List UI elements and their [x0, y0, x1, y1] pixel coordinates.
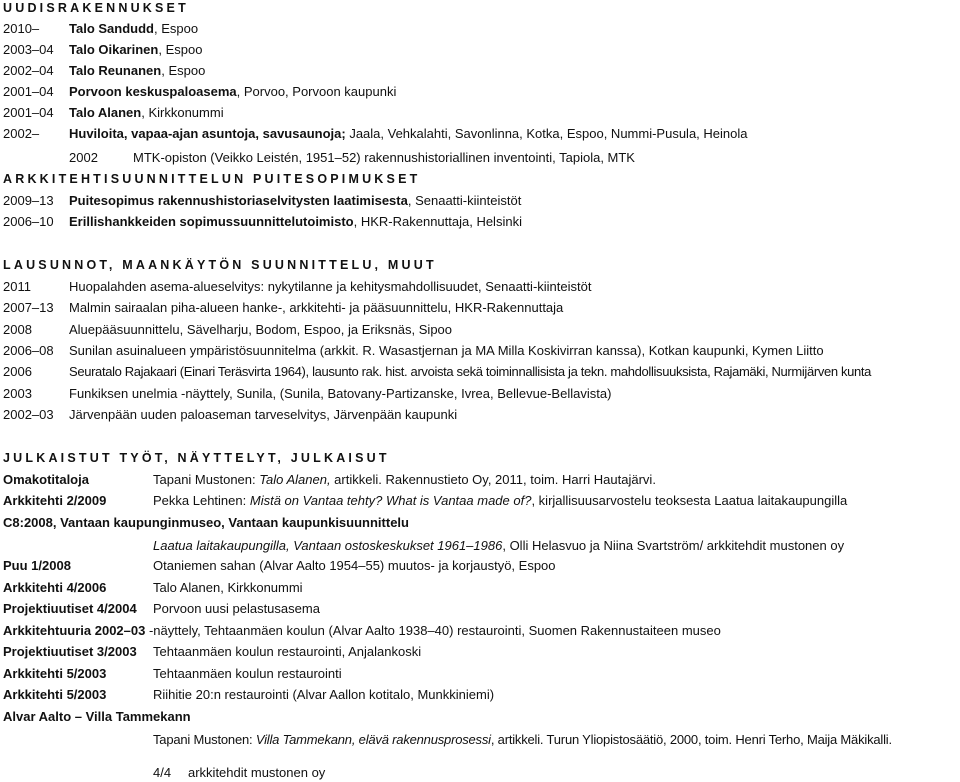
item-rest: , Porvoo, Porvoon kaupunki	[236, 84, 397, 99]
publication-label: Omakotitaloja	[3, 472, 89, 487]
sub-item-year: 2002	[69, 150, 98, 165]
publication-text: Tehtaanmäen koulun restaurointi	[153, 666, 342, 681]
item-text	[69, 105, 224, 121]
publication-text	[153, 493, 847, 509]
item-rest: , Espoo	[161, 63, 206, 78]
heading-consulting: ARKKITEHTISUUNNITTELUN PUITESOPIMUKSET	[3, 172, 421, 186]
publication-label: Alvar Aalto – Villa Tammekann	[3, 709, 191, 724]
item-title: Puitesopimus rakennushistoriaselvitysten laatimisesta	[69, 193, 408, 208]
publication-details: -näyttely, Tehtaanmäen koulun (Alvar Aalto 1938–40) restaurointi, Suomen Rakennustaiteen museo	[145, 623, 721, 638]
publication-text: Tehtaanmäen koulun restaurointi, Anjalankoski	[153, 644, 422, 659]
item-title: Porvoon keskuspaloasema	[69, 84, 237, 99]
item-title: Talo Oikarinen	[69, 42, 159, 57]
item-text: Aluepääsuunnittelu, Sävelharju, Bodom, Espoo, ja Eriksnäs, Sipoo	[69, 322, 453, 337]
item-title: Talo Alanen	[69, 105, 142, 120]
page-number: 4/4	[153, 765, 172, 780]
item-title: Talo Sandudd	[69, 21, 154, 36]
publication-work-title: Laatua laitakaupungilla, Vantaan ostoskeskukset 1961–1986	[153, 538, 503, 553]
publication-details: artikkeli. Rakennustieto Oy, 2011, toim. Harri Hautajärvi.	[330, 472, 656, 487]
publication-author: Pekka Lehtinen:	[153, 493, 250, 508]
publication-text	[153, 472, 656, 488]
item-rest: , HKR-Rakennuttaja, Helsinki	[353, 214, 522, 229]
item-year: 2006–10	[3, 214, 54, 229]
item-year: 2003	[3, 386, 32, 401]
publication-text: Porvoon uusi pelastusasema	[153, 601, 320, 616]
item-text: Malmin sairaalan piha-alueen hanke-, arkkitehti- ja pääsuunnittelu, HKR-Rakennuttaja	[69, 300, 564, 315]
publication-author: Tapani Mustonen:	[153, 472, 260, 487]
publication-work-title: Mistä on Vantaa tehty? What is Vantaa made of?	[249, 493, 532, 508]
item-text: Sunilan asuinalueen ympäristösuunnitelma (arkkit. R. Wasastjernan ja MA Milla Koskivirran kanssa), Kotkan kaupunki, Kymen Liitto	[69, 343, 824, 358]
item-text: Huopalahden asema-alueselvitys: nykytilanne ja kehitysmahdollisuudet, Senaatti-kiinteistöt	[69, 279, 592, 294]
item-year: 2006	[3, 364, 32, 379]
item-rest: , Kirkkonummi	[141, 105, 224, 120]
publication-label: Arkkitehti 4/2006	[3, 580, 107, 595]
publication-label: Arkkitehti 5/2003	[3, 687, 107, 702]
item-rest: Jaala, Vehkalahti, Savonlinna, Kotka, Espoo, Nummi-Pusula, Heinola	[345, 126, 748, 141]
item-title: Huviloita, vapaa-ajan asuntoja, savusaunoja;	[69, 126, 346, 141]
item-rest: , Espoo	[158, 42, 203, 57]
item-year: 2010–	[3, 21, 40, 36]
publication-work-title: Talo Alanen,	[259, 472, 331, 487]
publication-details: , kirjallisuusarvostelu teoksesta Laatua laitakaupungilla	[531, 493, 848, 508]
publication-label: Arkkitehtuuria 2002–03	[3, 623, 146, 638]
publication-text	[153, 732, 892, 748]
item-text	[69, 21, 198, 37]
publication-label: C8:2008, Vantaan kaupunginmuseo, Vantaan kaupunkisuunnittelu	[3, 515, 409, 530]
publication-text: Talo Alanen, Kirkkonummi	[153, 580, 303, 595]
item-year: 2002–04	[3, 63, 54, 78]
publication-work-title: Villa Tammekann, elävä rakennusprosessi	[255, 732, 491, 747]
publication-text	[153, 538, 844, 554]
item-text	[69, 126, 747, 142]
item-year: 2001–04	[3, 84, 54, 99]
item-year: 2008	[3, 322, 32, 337]
heading-new-buildings: UUDISRAKENNUKSET	[3, 1, 189, 15]
publication-text: Riihitie 20:n restaurointi (Alvar Aallon kotitalo, Munkkiniemi)	[153, 687, 495, 702]
publication-author: Tapani Mustonen:	[153, 732, 256, 747]
item-text: Järvenpään uuden paloaseman tarveselvitys, Järvenpään kaupunki	[69, 407, 458, 422]
sub-item-text: MTK-opiston (Veikko Leistén, 1951–52) rakennushistoriallinen inventointi, Tapiola, MTK	[133, 150, 635, 165]
item-year: 2001–04	[3, 105, 54, 120]
item-title: Erillishankkeiden sopimussuunnittelutoimisto	[69, 214, 354, 229]
item-text: Funkiksen unelmia -näyttely, Sunila, (Sunila, Batovany-Partizanske, Ivrea, Bellevue-Bellavista)	[69, 386, 612, 401]
item-year: 2006–08	[3, 343, 54, 358]
item-year: 2009–13	[3, 193, 54, 208]
item-text	[69, 193, 521, 209]
publication-label: Projektiuutiset 3/2003	[3, 644, 137, 659]
publication-label: Arkkitehti 5/2003	[3, 666, 107, 681]
item-year: 2011	[3, 279, 31, 294]
heading-publications: JULKAISTUT TYÖT, NÄYTTELYT, JULKAISUT	[3, 451, 390, 465]
publication-label: Projektiuutiset 4/2004	[3, 601, 137, 616]
publication-label: Arkkitehti 2/2009	[3, 493, 107, 508]
publication-label: Puu 1/2008	[3, 558, 71, 573]
publication-details: , artikkeli. Turun Yliopistosäätiö, 2000, toim. Henri Terho, Maija Mäkikalli.	[490, 732, 892, 747]
publication-text: Otaniemen sahan (Alvar Aalto 1954–55) muutos- ja korjaustyö, Espoo	[153, 558, 556, 573]
item-year: 2007–13	[3, 300, 54, 315]
item-year: 2002–	[3, 126, 40, 141]
item-year: 2002–03	[3, 407, 54, 422]
footer-company: arkkitehdit mustonen oy	[188, 765, 326, 780]
item-text	[69, 42, 202, 58]
item-title: Talo Reunanen	[69, 63, 162, 78]
item-text	[69, 84, 396, 100]
item-text	[69, 214, 522, 230]
publication-details: , Olli Helasvuo ja Niina Svartström/ arkkitehdit mustonen oy	[502, 538, 845, 553]
item-text	[69, 63, 205, 79]
publication-text	[3, 623, 721, 639]
item-text: Seuratalo Rajakaari (Einari Teräsvirta 1964), lausunto rak. hist. arvoista sekä toiminnallisista ja tekn. mahdollisuuksista, Rajamäki, Nurmijärven kunta	[69, 364, 872, 379]
item-rest: , Senaatti-kiinteistöt	[407, 193, 522, 208]
item-rest: , Espoo	[153, 21, 199, 36]
heading-statements: LAUSUNNOT, MAANKÄYTÖN SUUNNITTELU, MUUT	[3, 258, 437, 272]
item-year: 2003–04	[3, 42, 54, 57]
